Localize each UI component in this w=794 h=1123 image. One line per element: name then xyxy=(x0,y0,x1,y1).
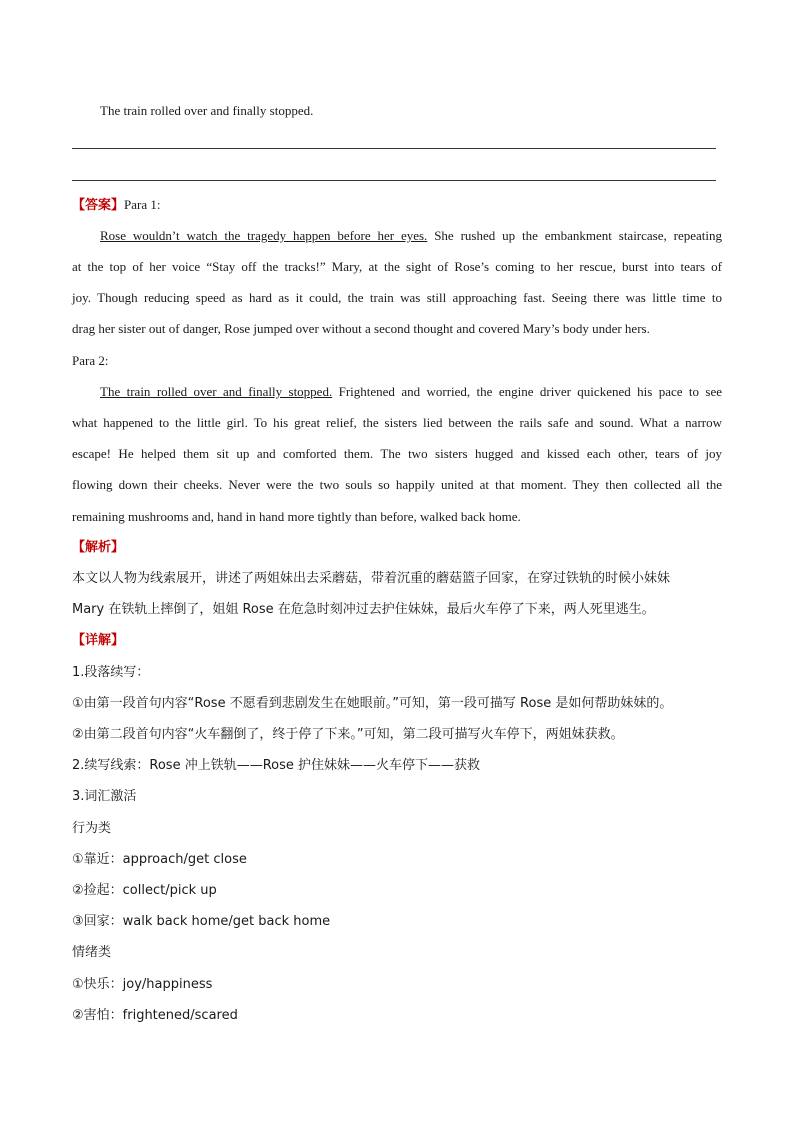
para2-line-3: escape! He helped them sit up and comforted them. The two sisters hugged and kissed each other, tears of joy xyxy=(72,446,722,461)
para1-line-2: at the top of her voice “Stay off the tracks!” Mary, at the sight of Rose’s coming to her rescue, burst into tears of xyxy=(72,259,722,274)
writing-line-1 xyxy=(72,148,716,149)
para2-label: Para 2: xyxy=(72,353,109,368)
details-line-12: ②害怕：frightened/scared xyxy=(72,1008,238,1023)
details-line-9: ③回家：walk back home/get back home xyxy=(72,914,331,929)
para2-line-2: what happened to the little girl. To his great relief, the sisters lied between the rails safe and sound. What a narrow xyxy=(72,415,722,430)
writing-line-2 xyxy=(72,180,716,181)
details-line-3: ②由第二段首句内容“火车翻倒了，终于停了下来。”可知，第二段可描写火车停下，两姐妹获救。 xyxy=(72,727,624,742)
details-line-7: ①靠近：approach/get close xyxy=(72,852,247,867)
para1-line-3: joy. Though reducing speed as hard as it could, the train was still approaching fast. Seeing there was little time to xyxy=(72,290,722,305)
para2-line-4: flowing down their cheeks. Never were the two souls so happily united at that moment. They then collected all the xyxy=(72,477,722,492)
details-tag: 【详解】 xyxy=(72,633,125,648)
para1-line-4: drag her sister out of danger, Rose jumped over without a second thought and covered Mary’s body under hers. xyxy=(72,321,650,336)
details-line-4: 2.续写线索：Rose 冲上铁轨——Rose 护住妹妹——火车停下——获救 xyxy=(72,758,481,773)
prompt-line: The train rolled over and finally stopped. xyxy=(100,103,314,118)
para1-label: Para 1: xyxy=(124,197,161,212)
para2-line-1: The train rolled over and finally stopped. Frightened and worried, the engine driver quickened his pace to see xyxy=(100,384,722,399)
details-line-10: 情绪类 xyxy=(72,945,112,960)
analysis-line-1: 本文以人物为线索展开，讲述了两姐妹出去采蘑菇，带着沉重的蘑菇篮子回家，在穿过铁轨的时候小妹妹 xyxy=(72,571,671,586)
analysis-tag: 【解析】 xyxy=(72,540,125,555)
para2-first-sentence: The train rolled over and finally stopped. xyxy=(100,384,333,399)
para1-first-sentence: Rose wouldn’t watch the tragedy happen before her eyes. xyxy=(100,228,428,243)
details-line-8: ②捡起：collect/pick up xyxy=(72,883,217,898)
para2-line-5: remaining mushrooms and, hand in hand more tightly than before, walked back home. xyxy=(72,509,521,524)
answer-header xyxy=(72,196,722,215)
details-line-11: ①快乐：joy/happiness xyxy=(72,977,213,992)
details-line-1: 1.段落续写： xyxy=(72,665,150,680)
para1-line-1: Rose wouldn’t watch the tragedy happen before her eyes. She rushed up the embankment staircase, repeating xyxy=(100,228,722,243)
analysis-line-2: Mary 在铁轨上摔倒了，姐姐 Rose 在危急时刻冲过去护住妹妹，最后火车停了下来，两人死里逃生。 xyxy=(72,602,655,617)
answer-tag: 【答案】 xyxy=(72,198,125,213)
details-line-5: 3.词汇激活 xyxy=(72,789,137,804)
details-line-6: 行为类 xyxy=(72,821,112,836)
details-line-2: ①由第一段首句内容“Rose 不愿看到悲剧发生在她眼前。”可知，第一段可描写 Rose 是如何帮助妹妹的。 xyxy=(72,696,673,711)
